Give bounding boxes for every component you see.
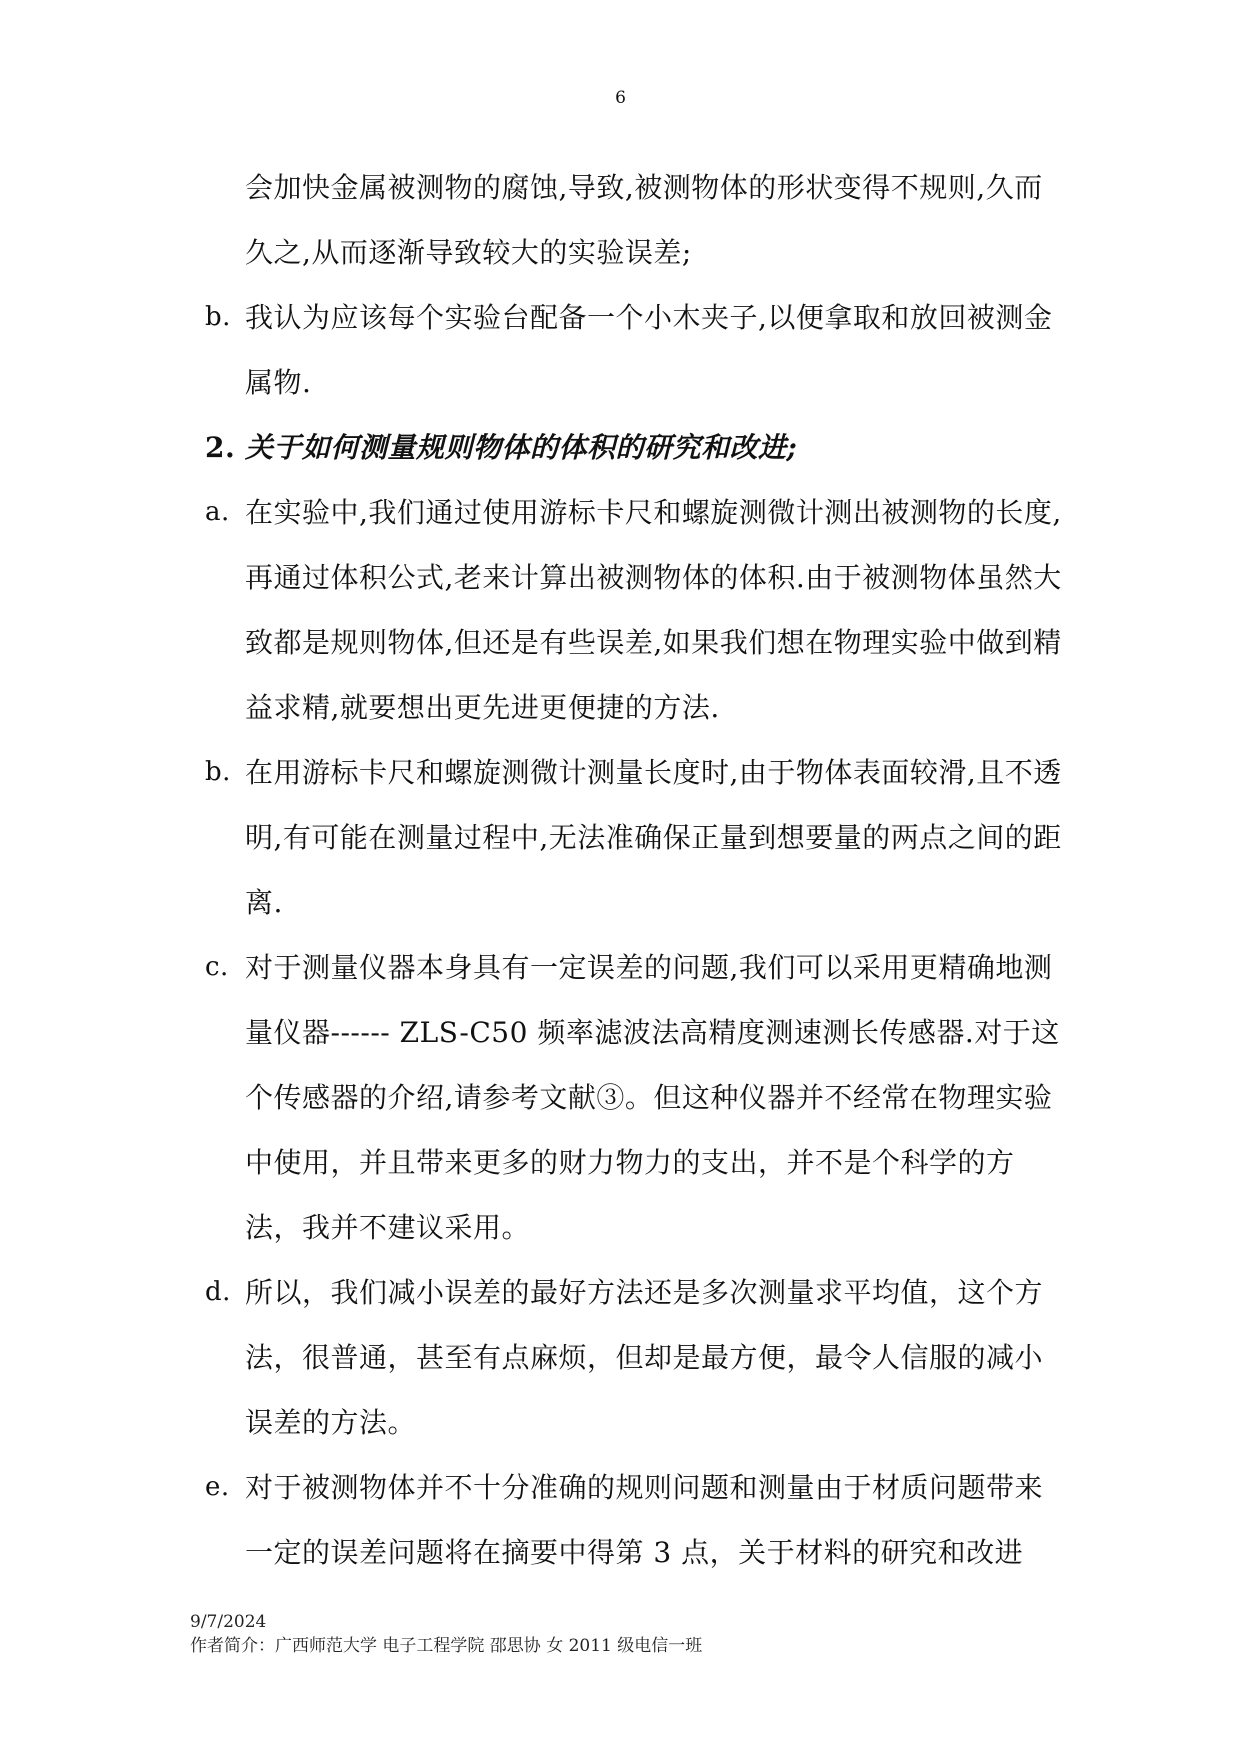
body-text (205, 155, 1065, 1585)
list-marker: a. (205, 497, 230, 527)
footer-date: 9/7/2024 (190, 1612, 267, 1632)
section-heading-text: 关于如何测量规则物体的体积的研究和改进; (245, 431, 798, 464)
list-item-b (205, 285, 1065, 415)
footer-author-info: 作者简介：广西师范大学 电子工程学院 邵思协 女 2011 级电信一班 (190, 1636, 703, 1656)
paragraph-text: 对于测量仪器本身具有一定误差的问题,我们可以采用更精确地测量仪器------ ZLS-C50 频率滤波法高精度测速测长传感器.对于这个传感器的介绍,请参考文献③。但这种仪器并不经常在物理实验中使用，并且带来更多的财力物力的支出，并不是个科学的方法，我并不建议采用。 (245, 951, 1060, 1244)
list-marker: c. (205, 952, 229, 982)
paragraph-text: 会加快金属被测物的腐蚀,导致,被测物体的形状变得不规则,久而久之,从而逐渐导致较大的实验误差; (245, 171, 1043, 269)
paragraph-text: 在用游标卡尺和螺旋测微计测量长度时,由于物体表面较滑,且不透明,有可能在测量过程中,无法准确保正量到想要量的两点之间的距离. (245, 756, 1062, 919)
list-marker: e. (205, 1472, 230, 1502)
list-marker: d. (205, 1277, 231, 1307)
list-item-d (205, 1260, 1065, 1455)
list-marker: b. (205, 757, 231, 787)
list-item-e (205, 1455, 1065, 1585)
section-number: 2. (205, 431, 236, 464)
page-number: 6 (615, 88, 626, 108)
list-item-a (205, 480, 1065, 740)
paragraph-text: 对于被测物体并不十分准确的规则问题和测量由于材质问题带来一定的误差问题将在摘要中得第 3 点，关于材料的研究和改进 (245, 1471, 1044, 1569)
list-item-c (205, 935, 1065, 1260)
paragraph-text: 我认为应该每个实验台配备一个小木夹子,以便拿取和放回被测金属物. (245, 301, 1053, 399)
list-item-b (205, 740, 1065, 935)
page-footer (190, 1610, 702, 1658)
paragraph-text: 所以，我们减小误差的最好方法还是多次测量求平均值，这个方法，很普通，甚至有点麻烦，但却是最方便，最令人信服的减小误差的方法。 (245, 1276, 1044, 1439)
paragraph-continuation (205, 155, 1065, 285)
list-marker: b. (205, 302, 231, 332)
paragraph-text: 在实验中,我们通过使用游标卡尺和螺旋测微计测出被测物的长度,再通过体积公式,老来计算出被测物体的体积.由于被测物体虽然大致都是规则物体,但还是有些误差,如果我们想在物理实验中做到精益求精,就要想出更先进更便捷的方法. (245, 496, 1062, 724)
section-heading (205, 415, 1065, 480)
